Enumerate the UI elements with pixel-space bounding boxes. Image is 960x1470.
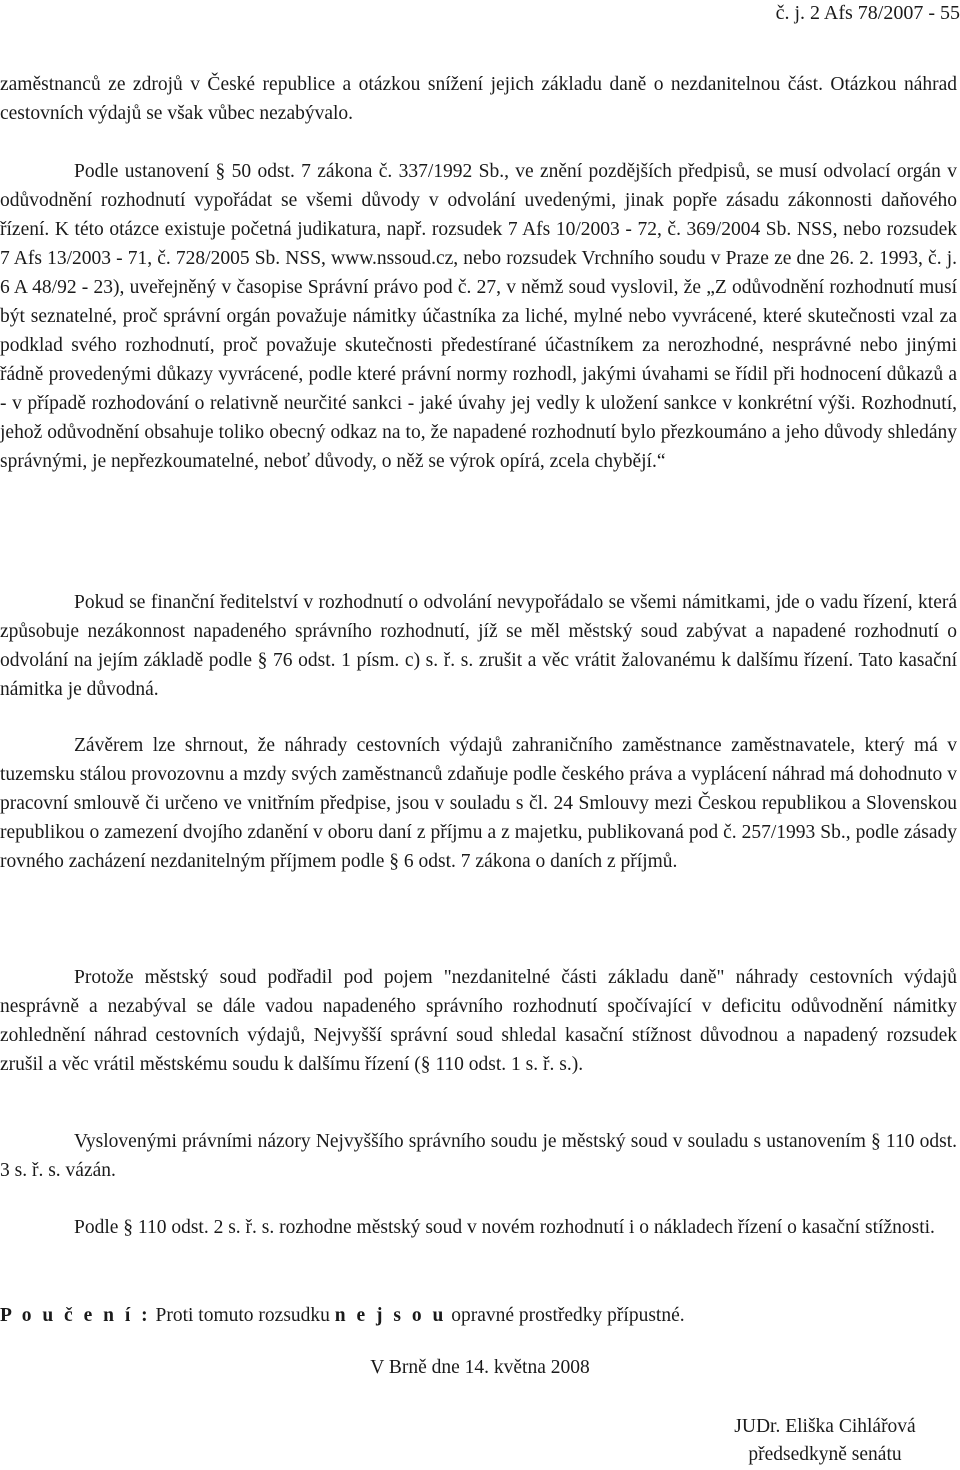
paragraph-cassation-ground: Pokud se finanční ředitelství v rozhodnutí o odvolání nevypořádalo se všemi námitkami, jde o vadu řízení, která způsobuje nezákonnost napadeného správního rozhodnutí, jíž se měl městský soud zabývat a napadené rozhodnutí o odvolání na jejím základě podle § 76 odst. 1 písm. c) s. ř. s. zrušit a věc vrátit žalovanému k dalšímu řízení. Tato kasační námitka je důvodná. (0, 592, 957, 700)
instruction-line (0, 1301, 957, 1330)
signature-block (690, 1413, 960, 1469)
paragraph-decision: Protože městský soud podřadil pod pojem "nezdanitelné části základu daně" náhrady cestovních výdajů nesprávně a nezabýval se dále vadou napadeného správního rozhodnutí spočívající v deficitu odůvodnění námitky zohlednění náhrad cestovních výdajů, Nejvyšší správní soud shledal kasační stížnost důvodnou a napadený rozsudek zrušil a věc vrátil městskému soudu k dalšímu řízení (§ 110 odst. 1 s. ř. s.). (0, 967, 957, 1075)
paragraph-continuation: zaměstnanců ze zdrojů v České republice a otázkou snížení jejich základu daně o nezdanitelnou část. Otázkou náhrad cestovních výdajů se však vůbec nezabývalo. (0, 74, 957, 124)
instruction-emphasis: n e j s o u (334, 1305, 447, 1326)
instruction-text-after: opravné prostředky přípustné. (446, 1305, 685, 1326)
paragraph-conclusion: Závěrem lze shrnout, že náhrady cestovních výdajů zahraničního zaměstnance zaměstnavatele, který má v tuzemsku stálou provozovnu a mzdy svých zaměstnanců zdaňuje podle českého práva a vyplácení náhrad má dohodnuto v pracovní smlouvě či určeno ve vnitřním předpise, jsou v souladu s čl. 24 Smlouvy mezi Českou republikou a Slovenskou republikou o zamezení dvojího zdanění v oboru daní z příjmu a z majetku, publikovaná pod č. 257/1993 Sb., podle zásady rovného zacházení nezdanitelným příjmem podle § 6 odst. 7 zákona o daních z příjmů. (0, 735, 957, 872)
paragraph-costs: Podle § 110 odst. 2 s. ř. s. rozhodne městský soud v novém rozhodnutí i o nákladech řízení o kasační stížnosti. (74, 1217, 935, 1238)
paragraph-binding-opinion: Vyslovenými právními názory Nejvyššího správního soudu je městský soud v souladu s ustanovením § 110 odst. 3 s. ř. s. vázán. (0, 1131, 957, 1181)
signature-role: předsedkyně senátu (748, 1444, 902, 1465)
place-date: V Brně dne 14. května 2008 (370, 1357, 590, 1378)
paragraph-legal-reasoning: Podle ustanovení § 50 odst. 7 zákona č. 337/1992 Sb., ve znění pozdějších předpisů, se musí odvolací orgán v odůvodnění rozhodnutí vypořádat se všemi důvody v odvolání uvedenými, jinak popře zásadu zákonnosti daňového řízení. K této otázce existuje početná judikatura, např. rozsudek 7 Afs 10/2003 - 72, č. 369/2004 Sb. NSS, nebo rozsudek 7 Afs 13/2003 - 71, č. 728/2005 Sb. NSS, www.nssoud.cz, nebo rozsudek Vrchního soudu v Praze ze dne 26. 2. 1993, č. j. 6 A 48/92 - 23), uveřejněný v časopise Správní právo pod č. 27, v němž soud vyslovil, že „Z odůvodnění rozhodnutí musí být seznatelné, proč správní orgán považuje námitky účastníka za liché, mylné nebo vyvrácené, které skutečnosti vzal za podklad svého rozhodnutí, proč považuje skutečnosti předestírané účastníkem za nerozhodné, nesprávné nebo jinými řádně provedenými důkazy vyvrácené, podle které právní normy rozhodl, jakými úvahami se řídil při hodnocení důkazů a - v případě rozhodování o relativně neurčité sankci - jaké úvahy jej vedly k uložení sankce v konkrétní výši. Rozhodnutí, jehož odůvodnění obsahuje toliko obecný odkaz na to, že napadené rozhodnutí bylo přezkoumáno a jeho důvody shledány správnými, je nepřezkoumatelné, neboť důvody, o něž se výrok opírá, zcela chybějí.“ (0, 161, 957, 472)
instruction-text-before: Proti tomuto rozsudku (150, 1305, 335, 1326)
case-number-header: č. j. 2 Afs 78/2007 - 55 (775, 2, 960, 24)
instruction-label: P o u č e n í : (0, 1305, 151, 1326)
signature-name: JUDr. Eliška Cihlářová (734, 1416, 916, 1437)
